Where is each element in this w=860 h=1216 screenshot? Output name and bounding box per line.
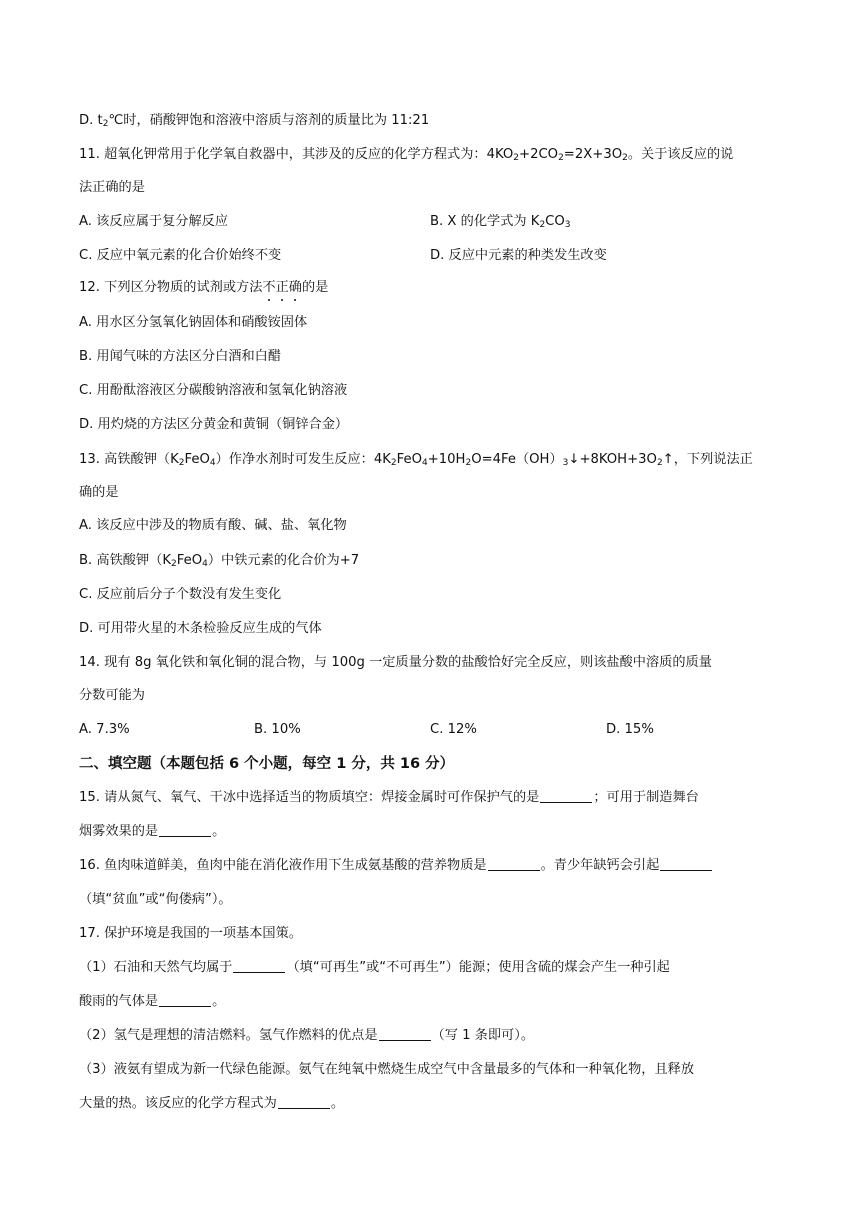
q16-line2: （填“贫血”或“佝偻病”）。 [79,892,232,907]
section-heading: 二、填空题（本题包括 6 个小题，每空 1 分，共 16 分） [79,756,455,772]
q11-stem-line1: 11. 超氧化钾常用于化学氧自救器中，其涉及的反应的化学方程式为：$4KO_2+2CO_2=2X+3O_2$。关于该反应的说 [79,147,734,163]
emphasis-dot-char: 确 [289,278,302,298]
q13-stem-line2: 确的是 [79,485,119,500]
q14-option-d: D. 15% [606,722,654,737]
q11-option-d: D. 反应中元素的种类发生改变 [430,248,607,263]
q15-line2: 烟雾效果的是 。 [79,824,226,839]
q17-part1-line1: （1）石油和天然气均属于 （填“可再生”或“不可再生”）能源；使用含硫的煤会产生一种引起 [79,960,670,975]
q13-option-d: D. 可用带火星的木条检验反应生成的气体 [79,621,322,636]
q13-option-c: C. 反应前后分子个数没有发生变化 [79,587,282,602]
q17-part1-line2: 酸雨的气体是 。 [79,994,226,1009]
q12-option-b: B. 用闻气味的方法区分白酒和白醋 [79,349,282,364]
q15-line1: 15. 请从氮气、氧气、干冰中选择适当的物质填空：焊接金属时可作保护气的是 ；可用于制造舞台 [79,790,699,805]
answer-blank[interactable] [159,822,211,837]
q11-option-c: C. 反应中氧元素的化合价始终不变 [79,248,282,263]
q10-option-d: D. $t_2℃$时，硝酸钾饱和溶液中溶质与溶剂的质量比为 11:21 [79,113,430,129]
q13-option-a: A. 该反应中涉及的物质有酸、碱、盐、氧化物 [79,518,347,533]
q17-stem: 17. 保护环境是我国的一项基本国策。 [79,926,302,941]
q14-option-b: B. 10% [254,722,301,737]
emphasis-dot-char: 不 [262,278,275,298]
answer-blank[interactable] [379,1026,431,1041]
q16-line1: 16. 鱼肉味道鲜美，鱼肉中能在消化液作用下生成氨基酸的营养物质是 。青少年缺钙会引起 [79,856,713,876]
q12-option-c: C. 用酚酞溶液区分碳酸钠溶液和氢氧化钠溶液 [79,383,348,398]
q12-option-a: A. 用水区分氢氧化钠固体和硝酸铵固体 [79,315,308,330]
q14-option-a: A. 7.3% [79,722,130,737]
answer-blank[interactable] [233,958,285,973]
q12-stem: 12. 下列区分物质的试剂或方法不正确的是 [79,278,328,298]
emphasis-dot-char: 正 [276,278,289,298]
q13-option-b: B. 高铁酸钾$(K_2FeO_4)$中铁元素的化合价为+7 [79,553,360,569]
q11-stem-line2: 法正确的是 [79,180,145,195]
answer-blank[interactable] [488,856,540,871]
q17-part3-line1: （3）液氨有望成为新一代绿色能源。氨气在纯氧中燃烧生成空气中含量最多的气体和一种氧化物，且释放 [79,1062,695,1077]
q14-stem-line1: 14. 现有 8g 氧化铁和氧化铜的混合物，与 100g 一定质量分数的盐酸恰好完全反应，则该盐酸中溶质的质量 [79,655,712,670]
answer-blank[interactable] [159,992,211,1007]
answer-blank[interactable] [540,788,592,803]
q12-option-d: D. 用灼烧的方法区分黄金和黄铜（铜锌合金） [79,417,349,432]
answer-blank[interactable] [278,1094,330,1109]
q13-stem-line1: 13. 高铁酸钾$(K_2FeO_4)$作净水剂时可发生反应：$4K_2FeO_4+10H_2O=4Fe(OH)_3↓+8KOH+3O_2↑$，下列说法正 [79,452,753,468]
q17-part3-line2: 大量的热。该反应的化学方程式为 。 [79,1096,344,1111]
q14-stem-line2: 分数可能为 [79,688,145,703]
q11-option-a: A. 该反应属于复分解反应 [79,214,229,229]
q14-option-c: C. 12% [430,722,477,737]
q11-option-b: B. X 的化学式为 $K_2CO_3$ [430,214,571,230]
q17-part2: （2）氢气是理想的清洁燃料。氢气作燃料的优点是 （写 1 条即可）。 [79,1028,535,1043]
answer-blank[interactable] [660,856,712,871]
